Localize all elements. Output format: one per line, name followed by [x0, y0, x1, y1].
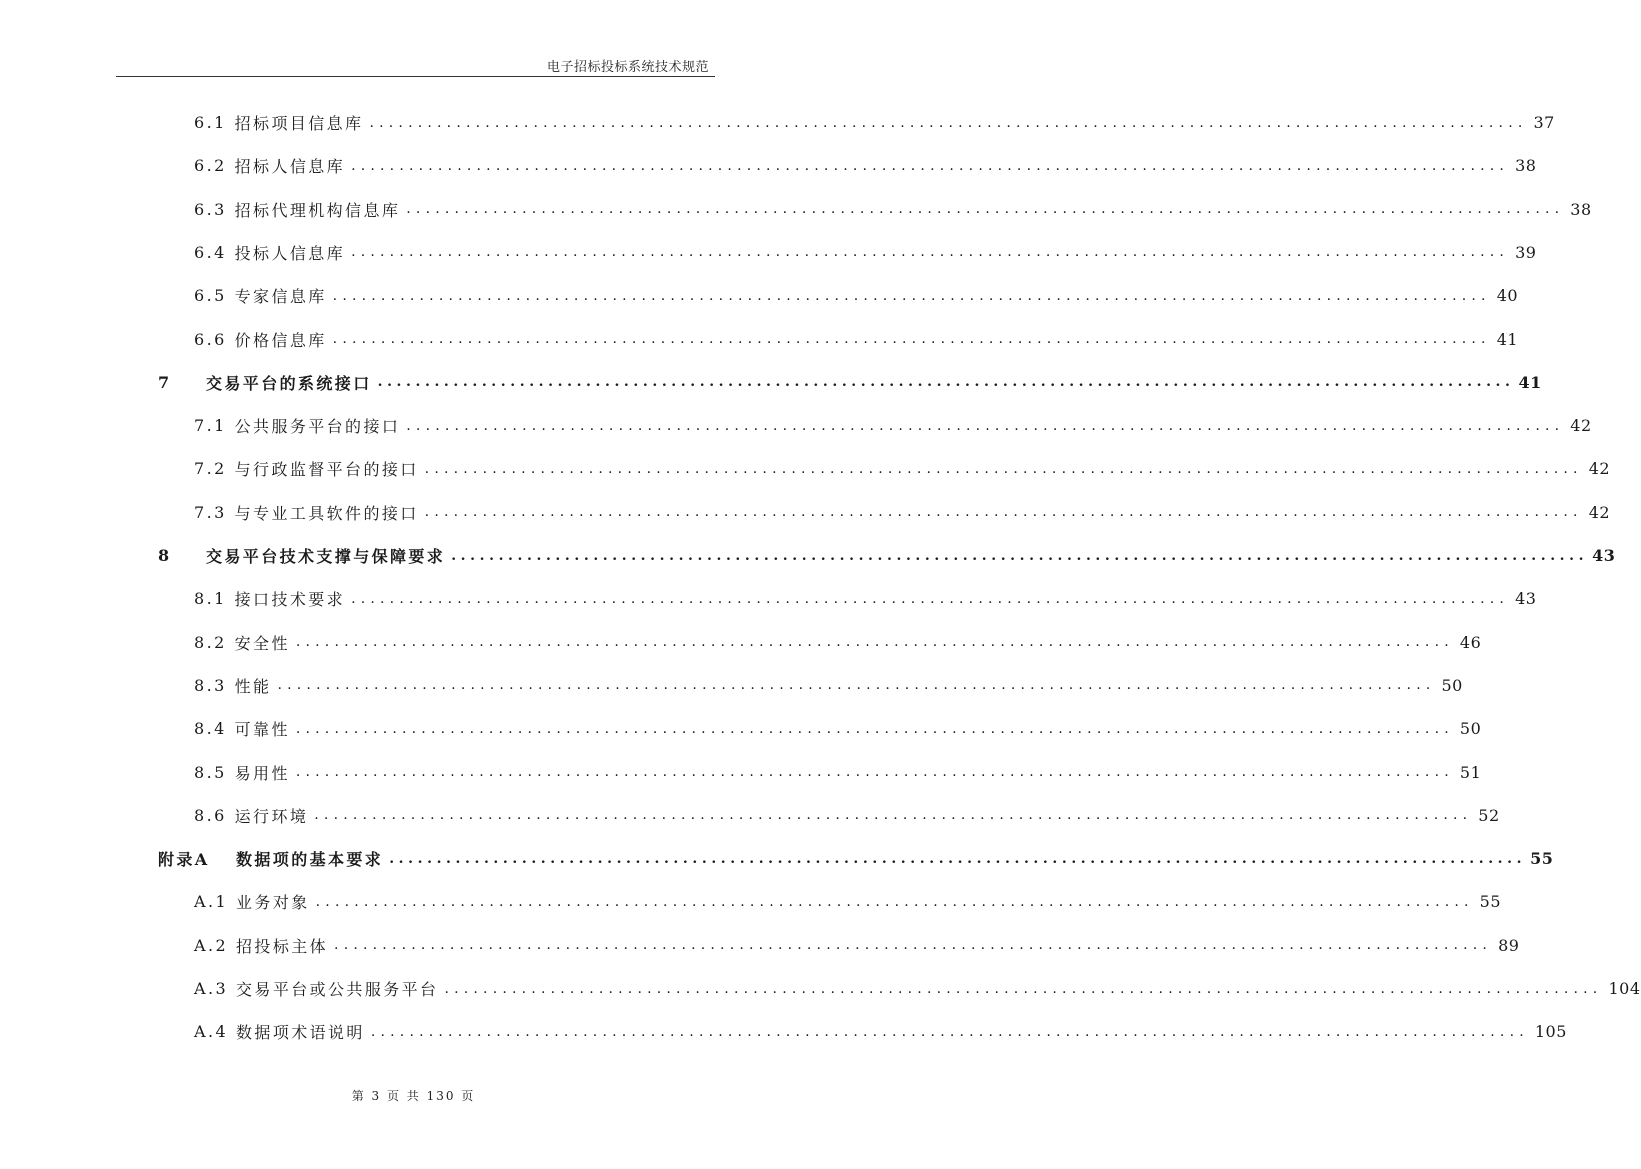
toc-entry-number: A.1 — [194, 892, 229, 912]
toc-entry-number: 8.6 — [194, 805, 227, 825]
toc-section-entry[interactable] — [194, 1010, 1567, 1053]
toc-section-entry[interactable] — [194, 447, 1611, 490]
toc-entry-title: 数据项的基本要求 — [236, 850, 384, 870]
toc-section-entry[interactable] — [194, 707, 1482, 750]
toc-dot-leader: ........................................................................................................................ — [351, 590, 1510, 607]
toc-entry-page-number: 41 — [1518, 372, 1542, 392]
toc-entry-title: 交易平台的系统接口 — [206, 373, 372, 393]
toc-entry-title: 交易平台技术支撑与保障要求 — [206, 547, 446, 566]
toc-dot-leader: ........................................................................................................................ — [424, 504, 1583, 521]
toc-entry-title: 安全性 — [234, 633, 290, 653]
toc-section-entry[interactable] — [194, 664, 1463, 707]
toc-entry-number: 7.1 — [194, 416, 227, 436]
toc-entry-title: 招投标主体 — [236, 936, 329, 956]
toc-dot-leader: ........................................................................................................................ — [295, 720, 1454, 737]
toc-dot-leader: ........................................................................................................................ — [389, 850, 1527, 867]
toc-entry-title: 招标人信息库 — [234, 157, 346, 177]
toc-dot-leader: ........................................................................................................................ — [377, 374, 1515, 391]
toc-entry-title: 与专业工具软件的接口 — [234, 503, 419, 523]
toc-entry-number: 8 — [158, 546, 172, 565]
toc-entry-number: A.2 — [194, 935, 229, 955]
toc-entry-page-number: 50 — [1441, 675, 1463, 695]
toc-section-entry[interactable] — [194, 188, 1592, 231]
toc-entry-number: 附录A — [158, 850, 210, 870]
toc-entry-number: 6.5 — [194, 286, 227, 306]
toc-entry-page-number: 55 — [1530, 849, 1554, 869]
toc-entry-page-number: 89 — [1498, 935, 1520, 955]
toc-entry-page-number: 52 — [1478, 805, 1500, 825]
toc-section-entry[interactable] — [194, 967, 1641, 1010]
toc-section-entry[interactable] — [194, 751, 1482, 794]
toc-section-entry[interactable] — [194, 924, 1520, 967]
toc-section-entry[interactable] — [194, 144, 1537, 187]
toc-entry-number: A.4 — [194, 1022, 229, 1042]
toc-entry-number: 8.1 — [194, 589, 227, 609]
toc-dot-leader: ........................................................................................................................ — [295, 634, 1454, 651]
toc-dot-leader: ........................................................................................................................ — [351, 157, 1510, 174]
toc-section-entry[interactable] — [194, 231, 1537, 274]
toc-entry-page-number: 41 — [1496, 329, 1519, 349]
toc-entry-page-number: 40 — [1496, 286, 1519, 306]
toc-dot-leader: ........................................................................................................................ — [444, 980, 1603, 997]
toc-entry-page-number: 43 — [1515, 589, 1537, 609]
page-footer: 第 3 页 共 130 页 — [351, 1089, 476, 1103]
toc-section-entry[interactable] — [194, 404, 1592, 447]
toc-entry-number: 7 — [158, 372, 172, 392]
toc-entry-page-number: 55 — [1479, 892, 1502, 912]
toc-entry-number: 7.2 — [194, 459, 227, 479]
toc-entry-title: 性能 — [234, 676, 272, 696]
toc-chapter-entry[interactable] — [158, 361, 1542, 404]
toc-dot-leader: ........................................................................................................................ — [334, 937, 1493, 954]
toc-entry-title: 投标人信息库 — [234, 243, 346, 263]
toc-section-entry[interactable] — [194, 621, 1482, 664]
toc-section-entry[interactable] — [194, 491, 1611, 534]
toc-entry-page-number: 105 — [1534, 1022, 1567, 1042]
toc-section-entry[interactable] — [194, 101, 1555, 144]
header-divider — [116, 76, 715, 77]
toc-entry-number: A.3 — [194, 979, 229, 998]
toc-entry-title: 招标项目信息库 — [234, 114, 364, 133]
toc-section-entry[interactable] — [194, 274, 1519, 317]
toc-entry-number: 7.3 — [194, 502, 227, 522]
toc-entry-title: 接口技术要求 — [234, 590, 346, 610]
toc-entry-number: 8.2 — [194, 632, 227, 652]
toc-entry-title: 易用性 — [234, 763, 290, 783]
toc-entry-title: 公共服务平台的接口 — [234, 417, 401, 437]
toc-dot-leader: ........................................................................................................................ — [369, 114, 1528, 131]
toc-dot-leader: ........................................................................................................................ — [451, 547, 1589, 564]
toc-entry-page-number: 38 — [1570, 199, 1592, 219]
toc-entry-number: 6.6 — [194, 329, 227, 349]
toc-entry-title: 交易平台或公共服务平台 — [236, 980, 439, 999]
toc-dot-leader: ........................................................................................................................ — [314, 807, 1473, 824]
toc-chapter-entry[interactable] — [158, 837, 1554, 880]
toc-section-entry[interactable] — [194, 794, 1500, 837]
toc-entry-page-number: 51 — [1459, 762, 1482, 782]
toc-entry-page-number: 37 — [1533, 113, 1555, 132]
toc-entry-number: 8.4 — [194, 719, 227, 739]
toc-entry-title: 价格信息库 — [234, 330, 327, 350]
toc-entry-number: 8.5 — [194, 762, 227, 782]
document-header-title: 电子招标投标系统技术规范 — [546, 60, 709, 75]
toc-dot-leader: ........................................................................................................................ — [424, 460, 1583, 477]
toc-dot-leader: ........................................................................................................................ — [332, 287, 1491, 304]
toc-entry-number: 6.4 — [194, 242, 227, 262]
toc-dot-leader: ........................................................................................................................ — [295, 764, 1454, 780]
toc-entry-title: 可靠性 — [234, 720, 290, 740]
toc-section-entry[interactable] — [194, 880, 1502, 923]
toc-entry-title: 与行政监督平台的接口 — [234, 460, 419, 480]
toc-entry-title: 专家信息库 — [234, 287, 327, 307]
toc-section-entry[interactable] — [194, 318, 1519, 361]
toc-entry-title: 运行环境 — [234, 806, 309, 826]
toc-entry-page-number: 50 — [1459, 719, 1482, 739]
toc-entry-page-number: 46 — [1459, 632, 1482, 652]
toc-dot-leader: ........................................................................................................................ — [277, 677, 1436, 694]
toc-entry-title: 数据项术语说明 — [236, 1023, 365, 1043]
toc-section-entry[interactable] — [194, 577, 1537, 620]
toc-entry-page-number: 38 — [1515, 156, 1537, 176]
toc-chapter-entry[interactable] — [158, 534, 1616, 577]
toc-entry-number: 8.3 — [194, 675, 227, 695]
toc-entry-title: 招标代理机构信息库 — [234, 200, 401, 220]
toc-dot-leader: ........................................................................................................................ — [315, 893, 1474, 910]
toc-dot-leader: ........................................................................................................................ — [332, 331, 1491, 347]
toc-entry-number: 6.3 — [194, 199, 227, 219]
toc-entry-page-number: 42 — [1588, 502, 1611, 522]
toc-entry-page-number: 43 — [1592, 546, 1616, 565]
toc-dot-leader: ........................................................................................................................ — [406, 417, 1565, 434]
toc-entry-page-number: 42 — [1570, 416, 1592, 436]
toc-entry-page-number: 39 — [1515, 242, 1537, 262]
toc-entry-number: 6.1 — [194, 113, 227, 132]
toc-dot-leader: ........................................................................................................................ — [370, 1023, 1529, 1040]
toc-entry-page-number: 42 — [1588, 459, 1611, 479]
toc-entry-number: 6.2 — [194, 156, 227, 176]
toc-dot-leader: ........................................................................................................................ — [351, 244, 1510, 261]
toc-dot-leader: ........................................................................................................................ — [406, 201, 1565, 218]
toc-entry-page-number: 104 — [1608, 979, 1641, 998]
toc-entry-title: 业务对象 — [236, 893, 310, 913]
